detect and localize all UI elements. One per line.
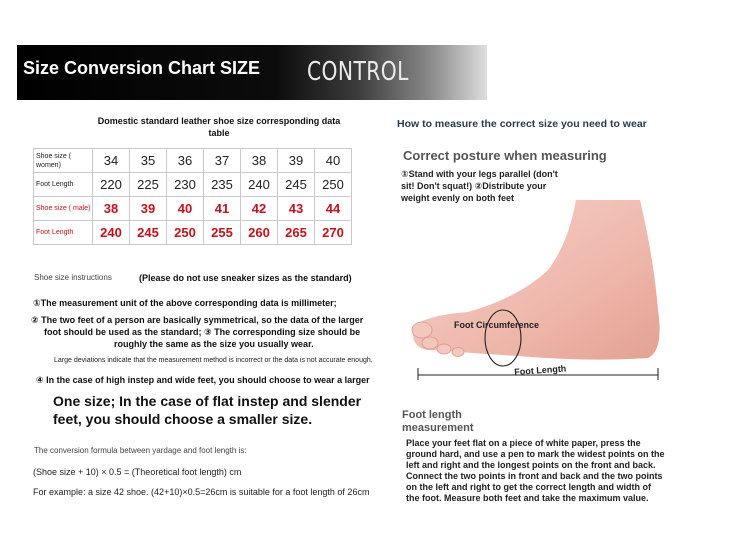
table-cell: 220 (93, 173, 130, 197)
instruction-item-4: ④ In the case of high instep and wide feet, you should choose to wear a larger (36, 375, 370, 385)
instruction-item-1: ①The measurement unit of the above corresponding data is millimeter; (33, 298, 337, 308)
table-cell: 37 (204, 149, 241, 173)
row-label: Foot Length (34, 221, 93, 245)
table-cell: 265 (278, 221, 315, 245)
table-cell: 240 (241, 173, 278, 197)
step-line: left and right and the longest points on the front and back. (406, 460, 656, 470)
instructions-aside: (Please do not use sneaker sizes as the standard) (139, 273, 352, 283)
instructions-heading: Shoe size instructions (34, 273, 112, 282)
table-cell: 39 (130, 197, 167, 221)
toe-4 (452, 348, 464, 357)
table-cell: 38 (241, 149, 278, 173)
table-cell: 245 (130, 221, 167, 245)
foot-length-label: Foot Length (514, 363, 567, 377)
foot-circumference-label: Foot Circumference (454, 320, 540, 330)
table-cell: 245 (278, 173, 315, 197)
size-advice-line-2: feet, you should choose a smaller size. (53, 411, 313, 427)
table-cell: 35 (130, 149, 167, 173)
table-cell: 40 (167, 197, 204, 221)
size-table (33, 148, 352, 245)
table-cell: 42 (241, 197, 278, 221)
table-cell: 41 (204, 197, 241, 221)
table-row (34, 197, 352, 221)
row-label: Shoe size ( women) (34, 149, 93, 173)
table-cell: 43 (278, 197, 315, 221)
posture-line-1: ①Stand with your legs parallel (don't (401, 169, 558, 179)
posture-heading: Correct posture when measuring (403, 148, 607, 163)
formula-example: For example: a size 42 shoe. (42+10)×0.5=26cm is suitable for a foot length of 26cm (33, 487, 370, 497)
table-cell: 260 (241, 221, 278, 245)
title-banner (17, 45, 487, 100)
table-cell: 250 (315, 173, 352, 197)
toe-1 (412, 322, 432, 338)
posture-line-2: sit! Don't squat!) ②Distribute your (401, 181, 547, 191)
posture-line-3: weight evenly on both feet (401, 193, 515, 203)
banner-title: Size Conversion Chart SIZE (23, 58, 261, 78)
table-cell: 270 (315, 221, 352, 245)
banner-subtitle: CONTROL (307, 57, 409, 87)
table-cell: 39 (278, 149, 315, 173)
formula-label: The conversion formula between yardage and foot length is: (34, 446, 247, 455)
foot-shape (413, 200, 660, 360)
step-line: Connect the two points in front and back and the two points (406, 471, 663, 481)
table-row (34, 173, 352, 197)
step-line: Place your feet flat on a piece of white paper, press the (406, 438, 641, 448)
size-advice-line-1: One size; In the case of flat instep and slender (53, 393, 362, 409)
table-cell: 250 (167, 221, 204, 245)
deviation-note: Large deviations indicate that the measurement method is incorrect or the data is not accurate enough. (54, 357, 373, 364)
table-row (34, 221, 352, 245)
table-cell: 34 (93, 149, 130, 173)
foot-length-heading-line-2: measurement (402, 422, 474, 434)
table-cell: 240 (93, 221, 130, 245)
toe-2 (422, 337, 438, 349)
toe-3 (437, 344, 451, 354)
table-cell: 230 (167, 173, 204, 197)
row-label: Shoe size ( male) (34, 197, 93, 221)
step-line: ground hard, and use a pen to mark the widest points on the (406, 449, 665, 459)
step-line: the foot. Measure both feet and take the maximum value. (406, 493, 649, 503)
table-cell: 36 (167, 149, 204, 173)
table-cell: 40 (315, 149, 352, 173)
table-row (34, 149, 352, 173)
table-cell: 225 (130, 173, 167, 197)
foot-length-heading-line-1: Foot length (402, 409, 462, 421)
instruction-item-2a: ② The two feet of a person are basically symmetrical, so the data of the larger (31, 315, 364, 325)
formula: (Shoe size + 10) × 0.5 = (Theoretical foot length) cm (33, 467, 242, 477)
measure-heading: How to measure the correct size you need to wear (397, 118, 647, 130)
instruction-item-2b: foot should be used as the standard; ③ The corresponding size should be (44, 327, 361, 337)
row-label: Foot Length (34, 173, 93, 197)
instruction-item-2c: roughly the same as the size you usually wear. (114, 339, 314, 349)
table-cell: 235 (204, 173, 241, 197)
table-title: Domestic standard leather shoe size corresponding data table (97, 116, 341, 138)
table-cell: 38 (93, 197, 130, 221)
foot-length-steps (406, 438, 741, 504)
table-cell: 44 (315, 197, 352, 221)
foot-illustration (408, 200, 670, 380)
step-line: on the left and right to get the correct length and width of (406, 482, 651, 492)
table-cell: 255 (204, 221, 241, 245)
